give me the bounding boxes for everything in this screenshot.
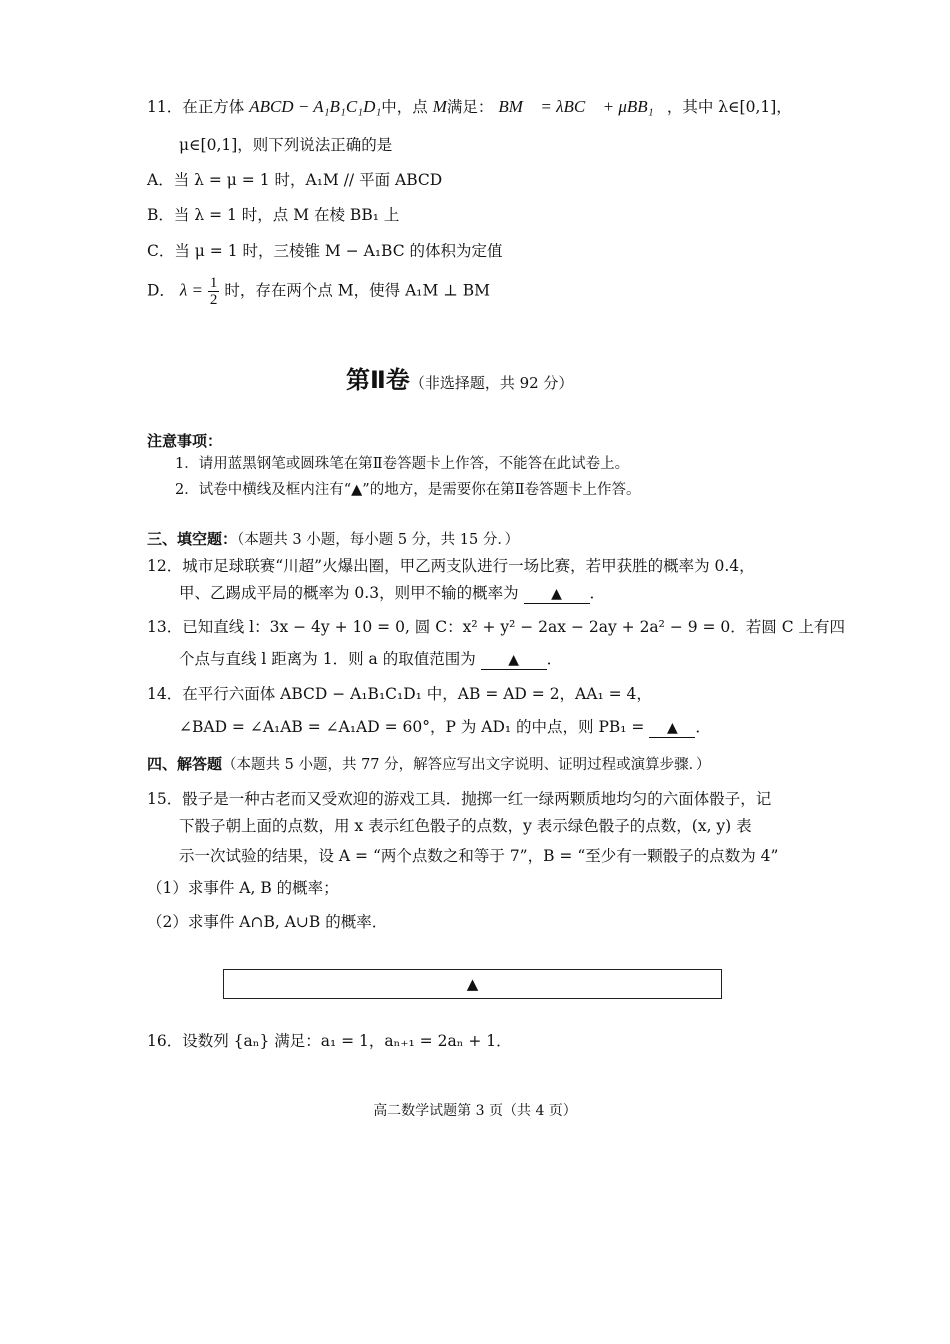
q13-line1: 13．已知直线 l：3x − 4y + 10 = 0, 圆 C：x² + y² − 2ax − 2ay + 2a² − 9 = 0．若圆 C 上有四 xyxy=(147,618,846,636)
q13-line2: 个点与直线 l 距离为 1．则 a 的取值范围为 ▲ ． xyxy=(179,650,563,668)
q11-line2: μ∈[0,1]，则下列说法正确的是 xyxy=(179,136,393,154)
notice-item-2: 2．试卷中横线及框内注有“▲”的地方，是需要你在第Ⅱ卷答题卡上作答。 xyxy=(175,482,641,498)
q15-line1: 15．骰子是一种古老而又受欢迎的游戏工具．抛掷一红一绿两颗质地均匀的六面体骰子，记 xyxy=(147,790,772,808)
fraction-one-half: $\frac{1}{2}$ xyxy=(209,275,218,308)
q14-line1: 14．在平行六面体 ABCD − A₁B₁C₁D₁ 中，AB = AD = 2，AA₁ = 4， xyxy=(147,685,652,703)
q15-line3: 示一次试验的结果，设 A = “两个点数之和等于 7”，B = “至少有一颗骰子的点数为 4” xyxy=(179,847,779,865)
q11-option-b: B．当 λ = 1 时，点 M 在棱 BB₁ 上 xyxy=(147,206,400,224)
q14-line2: ∠BAD = ∠A₁AB = ∠A₁AD = 60°，P 为 AD₁ 的中点，则 PB₁ = ▲ ． xyxy=(179,718,711,736)
q11-line1: 11．在正方体 ABCD − A₁B₁C₁D₁中，点 M满足： BM⃗ = λBC⃗ + μBB₁⃗，其中 λ∈[0,1]， xyxy=(147,97,792,116)
q15-line2: 下骰子朝上面的点数，用 x 表示红色骰子的点数，y 表示绿色骰子的点数，(x, y) 表 xyxy=(179,817,752,835)
q12-line1: 12．城市足球联赛“川超”火爆出圈，甲乙两支队进行一场比赛，若甲获胜的概率为 0.4， xyxy=(147,557,755,575)
q11-option-a: A．当 λ = μ = 1 时，A₁M // 平面 ABCD xyxy=(147,171,443,189)
q15-sub-1: （1）求事件 A, B 的概率； xyxy=(147,879,339,897)
q15-sub-2: （2）求事件 A∩B, A∪B 的概率． xyxy=(147,913,388,931)
part-4-heading: 四、解答题（本题共 5 小题，共 77 分，解答应写出文字说明、证明过程或演算步骤．） xyxy=(147,755,711,773)
q14-answer-blank: ▲ xyxy=(649,718,695,738)
q12-answer-blank: ▲ xyxy=(524,584,590,604)
answer-triangle-icon: ▲ xyxy=(466,975,479,993)
q13-answer-blank: ▲ xyxy=(481,650,547,670)
page-footer: 高二数学试题第 3 页（共 4 页） xyxy=(373,1103,577,1119)
q15-answer-box xyxy=(223,969,722,999)
q16-line: 16．设数列 {aₙ} 满足：a₁ = 1，aₙ₊₁ = 2aₙ + 1． xyxy=(147,1032,512,1050)
part-3-heading: 三、填空题：（本题共 3 小题，每小题 5 分，共 15 分．） xyxy=(147,530,520,548)
q11-option-d: D． λ = $\frac{1}{2}$ 时，存在两个点 M，使得 A₁M ⊥ BM xyxy=(147,275,491,308)
q11-option-c: C．当 μ = 1 时，三棱锥 M − A₁BC 的体积为定值 xyxy=(147,242,503,260)
section-2-title: 第Ⅱ卷（非选择题，共 92 分） xyxy=(346,366,574,394)
vector-equation: BM⃗ = λBC⃗ + μBB₁⃗ xyxy=(498,97,667,116)
notice-item-1: 1．请用蓝黑钢笔或圆珠笔在第Ⅱ卷答题卡上作答，不能答在此试卷上。 xyxy=(175,456,630,472)
q12-line2: 甲、乙踢成平局的概率为 0.3，则甲不输的概率为 ▲ ． xyxy=(179,584,606,602)
notice-heading: 注意事项： xyxy=(147,432,223,450)
